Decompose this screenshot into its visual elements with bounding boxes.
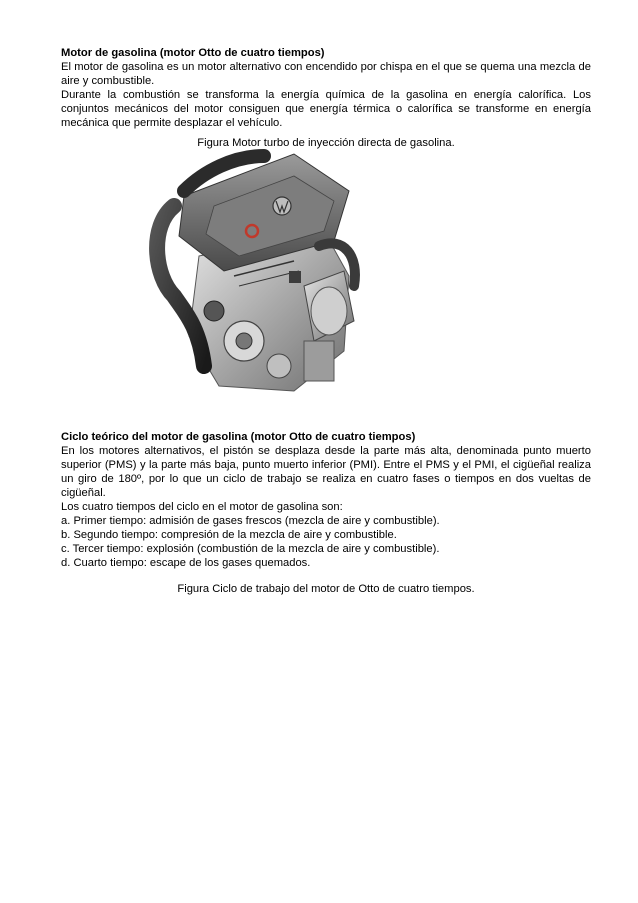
list-item-stroke-3: c. Tercer tiempo: explosión (combustión de la mezcla de aire y combustible). — [61, 543, 440, 555]
figure-caption-cycle: Figura Ciclo de trabajo del motor de Otto de cuatro tiempos. — [177, 583, 475, 595]
list-item-stroke-1: a. Primer tiempo: admisión de gases frescos (mezcla de aire y combustible). — [61, 515, 440, 527]
document-section-cycle — [61, 430, 591, 596]
paragraph-pms-pmi: En los motores alternativos, el pistón se desplaza desde la parte más alta, denominada punto muerto superior (PMS) y la parte más baja, punto muerto inferior (PMI). Entre el PMS y el PMI, el cigüeñal realiza un giro de 180º, por lo que un ciclo de trabajo se realiza en cuatro fases o tiempos en dos vueltas de cigüeñal. — [61, 445, 591, 499]
list-item-stroke-4: d. Cuarto tiempo: escape de los gases quemados. — [61, 557, 311, 569]
section-heading-otto-cycle: Ciclo teórico del motor de gasolina (motor Otto de cuatro tiempos) — [61, 431, 416, 443]
paragraph-definition: El motor de gasolina es un motor alternativo con encendido por chispa en el que se quema una mezcla de aire y combustible. — [61, 61, 591, 87]
engine-image — [144, 136, 380, 412]
section-heading-gasoline-engine: Motor de gasolina (motor Otto de cuatro tiempos) — [61, 47, 325, 59]
figure-caption-engine: Figura Motor turbo de inyección directa de gasolina. — [197, 137, 455, 149]
paragraph-four-strokes-intro: Los cuatro tiempos del ciclo en el motor de gasolina son: — [61, 501, 343, 513]
document-page — [61, 46, 591, 150]
paragraph-combustion: Durante la combustión se transforma la energía química de la gasolina en energía calorífica. Los conjuntos mecánicos del motor consiguen que energía térmica o calorífica se transforme en energía mecánica que permite desplazar el vehículo. — [61, 89, 591, 129]
engine-illustration — [144, 136, 380, 412]
list-item-stroke-2: b. Segundo tiempo: compresión de la mezcla de aire y combustible. — [61, 529, 397, 541]
